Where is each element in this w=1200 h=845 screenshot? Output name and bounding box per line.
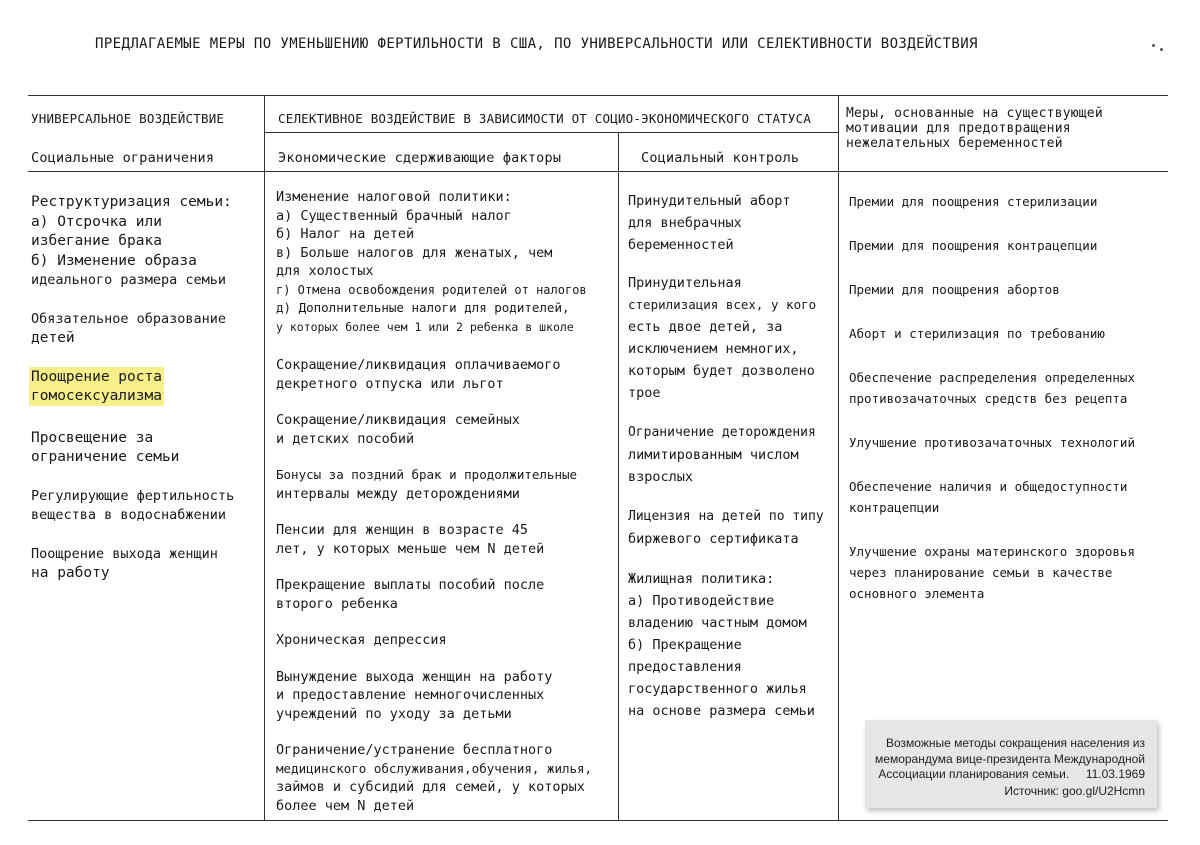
source-link: Источник: goo.gl/U2Hcmn xyxy=(1004,784,1145,798)
item-line: лет, у которых меньше чем N детей xyxy=(276,540,545,557)
list-item xyxy=(31,310,259,349)
caption-line: Возможные методы сокращения населения из xyxy=(886,736,1145,750)
item-line: Пенсии для женщин в возрасте 45 xyxy=(276,522,528,538)
column-divider-3 xyxy=(838,95,839,820)
list-item xyxy=(276,521,616,558)
item-line: декретного отпуска или льгот xyxy=(276,375,504,392)
list-item xyxy=(276,466,616,503)
item-line: предоставления xyxy=(628,659,742,675)
item-line: Изменение налоговой политики: xyxy=(276,189,512,205)
list-item xyxy=(276,631,616,650)
item-line: Поощрение роста xyxy=(31,368,162,385)
list-item xyxy=(849,541,1165,604)
item-line: Сокращение/ликвидация семейных xyxy=(276,412,520,428)
item-line: трое xyxy=(628,385,661,401)
item-line: медицинского обслуживания,обучения, жилья, xyxy=(276,760,593,776)
list-item xyxy=(849,323,1165,344)
item-line: на основе размера семьи xyxy=(628,703,815,719)
item-line: Премии для поощрения абортов xyxy=(849,282,1060,297)
header-selective: СЕЛЕКТИВНОЕ ВОЗДЕЙСТВИЕ В ЗАВИСИМОСТИ ОТ СОЦИО-ЭКОНОМИЧЕСКОГО СТАТУСА xyxy=(278,111,812,126)
item-line: для холостых xyxy=(276,263,374,279)
list-item xyxy=(276,668,616,724)
item-line: государственного жилья xyxy=(628,681,807,697)
item-line: Регулирующие фертильность xyxy=(31,487,235,504)
item-line: через планирование семьи в качестве xyxy=(849,565,1113,580)
item-line: Обеспечение наличия и общедоступности xyxy=(849,479,1128,494)
item-line: Принудительная xyxy=(628,275,742,291)
item-line: Лицензия на детей по типу xyxy=(628,509,824,524)
item-line: Принудительный аборт xyxy=(628,193,791,209)
column-economic xyxy=(276,188,616,815)
list-item xyxy=(849,191,1165,212)
item-line: более чем N детей xyxy=(276,797,415,814)
subheader-economic: Экономические сдерживающие факторы xyxy=(278,150,562,166)
subheader-social-restrictions: Социальные ограничения xyxy=(31,150,215,166)
table-top-border xyxy=(28,95,1168,96)
item-line: б) Прекращение xyxy=(628,637,742,653)
header-motivation-line: мотивации для предотвращения xyxy=(846,121,1071,136)
list-item xyxy=(276,356,616,393)
list-item xyxy=(628,568,836,722)
subheader-divider xyxy=(28,171,1168,172)
item-line: а) Противодействие xyxy=(628,593,775,609)
page-title: ПРЕДЛАГАЕМЫЕ МЕРЫ ПО УМЕНЬШЕНИЮ ФЕРТИЛЬНОСТИ В США, ПО УНИВЕРСАЛЬНОСТИ ИЛИ СЕЛЕКТИВНОСТИ ВОЗДЕЙСТВИЯ xyxy=(95,36,978,52)
item-line: Вынуждение выхода женщин на работу xyxy=(276,668,553,685)
subheader-social-control: Социальный контроль xyxy=(641,150,800,166)
list-item xyxy=(276,741,616,815)
item-line: лимитированным числом xyxy=(628,447,799,463)
list-item xyxy=(628,422,836,488)
list-item xyxy=(849,235,1165,256)
item-line: Поощрение выхода женщин xyxy=(31,545,218,562)
item-line: Сокращение/ликвидация оплачиваемого xyxy=(276,357,561,373)
list-item xyxy=(849,476,1165,518)
item-line: идеального размера семьи xyxy=(31,272,227,288)
item-line: ограничение семьи xyxy=(31,449,180,465)
list-item xyxy=(849,432,1165,453)
item-line: и предоставление немногочисленных xyxy=(276,687,545,703)
caption-text xyxy=(875,736,1145,783)
item-line: а) Существенный брачный налог xyxy=(276,207,512,224)
item-line: интервалы между деторождениями xyxy=(276,485,520,502)
item-line: основного элемента xyxy=(849,586,985,601)
list-item xyxy=(31,545,259,584)
table-bottom-border xyxy=(28,820,1168,821)
item-line: вещества в водоснабжении xyxy=(31,507,227,523)
item-line: займов и субсидий для семей, у которых xyxy=(276,779,585,795)
list-item xyxy=(849,279,1165,300)
header-motivation-line: нежелательных беременностей xyxy=(846,136,1063,151)
item-line: Просвещение за xyxy=(31,429,154,446)
item-line: Реструктуризация семьи: xyxy=(31,194,232,210)
item-line: Премии для поощрения стерилизации xyxy=(849,194,1098,209)
item-line: противозачаточных средств без рецепта xyxy=(849,391,1128,406)
header-motivation-line: Меры, основанные на существующей xyxy=(846,106,1103,121)
item-line: избегание брака xyxy=(31,233,162,249)
source-caption xyxy=(865,720,1157,808)
item-line: б) Налог на детей xyxy=(276,226,415,242)
item-line: Аборт и стерилизация по требованию xyxy=(849,326,1105,341)
list-item xyxy=(276,576,616,613)
item-line: гомосексуализма xyxy=(31,388,162,404)
item-line: взрослых xyxy=(628,469,694,485)
column-social-control xyxy=(628,190,836,722)
list-item xyxy=(628,190,836,256)
highlighted-item xyxy=(31,368,259,407)
item-line: есть двое детей, за xyxy=(628,319,783,335)
column-motivation xyxy=(849,191,1165,604)
list-item xyxy=(849,367,1165,409)
header-universal: УНИВЕРСАЛЬНОЕ ВОЗДЕЙСТВИЕ xyxy=(31,111,225,126)
item-line: Улучшение противозачаточных технологий xyxy=(849,435,1135,450)
list-item xyxy=(31,487,259,526)
item-line: и детских пособий xyxy=(276,430,415,447)
item-line: для внебрачных xyxy=(628,215,742,231)
header-divider xyxy=(264,132,838,133)
column-universal xyxy=(31,193,259,603)
list-item xyxy=(628,272,836,404)
scan-speck xyxy=(1160,48,1163,51)
item-line: биржевого сертификата xyxy=(628,531,799,547)
item-line: а) Отсрочка или xyxy=(31,213,162,230)
item-line: Хроническая депрессия xyxy=(276,632,447,648)
list-item xyxy=(31,429,259,468)
item-line: у которых более чем 1 или 2 ребенка в школе xyxy=(276,319,574,334)
item-line: Жилищная политика: xyxy=(628,571,775,587)
item-line: б) Изменение образа xyxy=(31,252,197,269)
item-line: детей xyxy=(31,330,75,346)
scan-speck xyxy=(1152,44,1155,47)
list-item xyxy=(276,411,616,448)
item-line: которым будет дозволено xyxy=(628,363,815,379)
item-line: контрацепции xyxy=(849,500,940,515)
list-item xyxy=(31,193,259,291)
list-item xyxy=(628,506,836,550)
item-line: г) Отмена освобождения родителей от налогов xyxy=(276,282,587,297)
caption-line: меморандума вице-президента Международной xyxy=(875,751,1145,766)
item-line: стерилизация всех, у кого xyxy=(628,297,817,312)
item-line: Улучшение охраны материнского здоровья xyxy=(849,544,1135,559)
list-item xyxy=(276,188,616,336)
item-line: беременностей xyxy=(628,237,734,253)
item-line: на работу xyxy=(31,565,110,581)
item-line: Прекращение выплаты пособий после xyxy=(276,577,545,593)
item-line: Обеспечение распределения определенных xyxy=(849,370,1135,385)
item-line: Ограничение деторождения xyxy=(628,425,816,440)
item-line: второго ребенка xyxy=(276,595,398,612)
item-line: Обязательное образование xyxy=(31,310,227,327)
item-line: Ограничение/устранение бесплатного xyxy=(276,742,553,758)
column-divider-2 xyxy=(618,132,619,820)
item-line: Бонусы за поздний брак и продолжительные xyxy=(276,467,578,482)
item-line: учреждений по уходу за детьми xyxy=(276,705,512,722)
column-divider-1 xyxy=(264,95,265,820)
header-motivation xyxy=(846,106,1103,151)
caption-line: Ассоциации планирования семьи. 11.03.1969 xyxy=(878,767,1145,781)
item-line: в) Больше налогов для женатых, чем xyxy=(276,244,553,261)
item-line: владению частным домом xyxy=(628,615,807,631)
item-line: д) Дополнительные налоги для родителей, xyxy=(276,300,570,315)
item-line: исключением немногих, xyxy=(628,341,799,357)
item-line: Премии для поощрения контрацепции xyxy=(849,238,1098,253)
